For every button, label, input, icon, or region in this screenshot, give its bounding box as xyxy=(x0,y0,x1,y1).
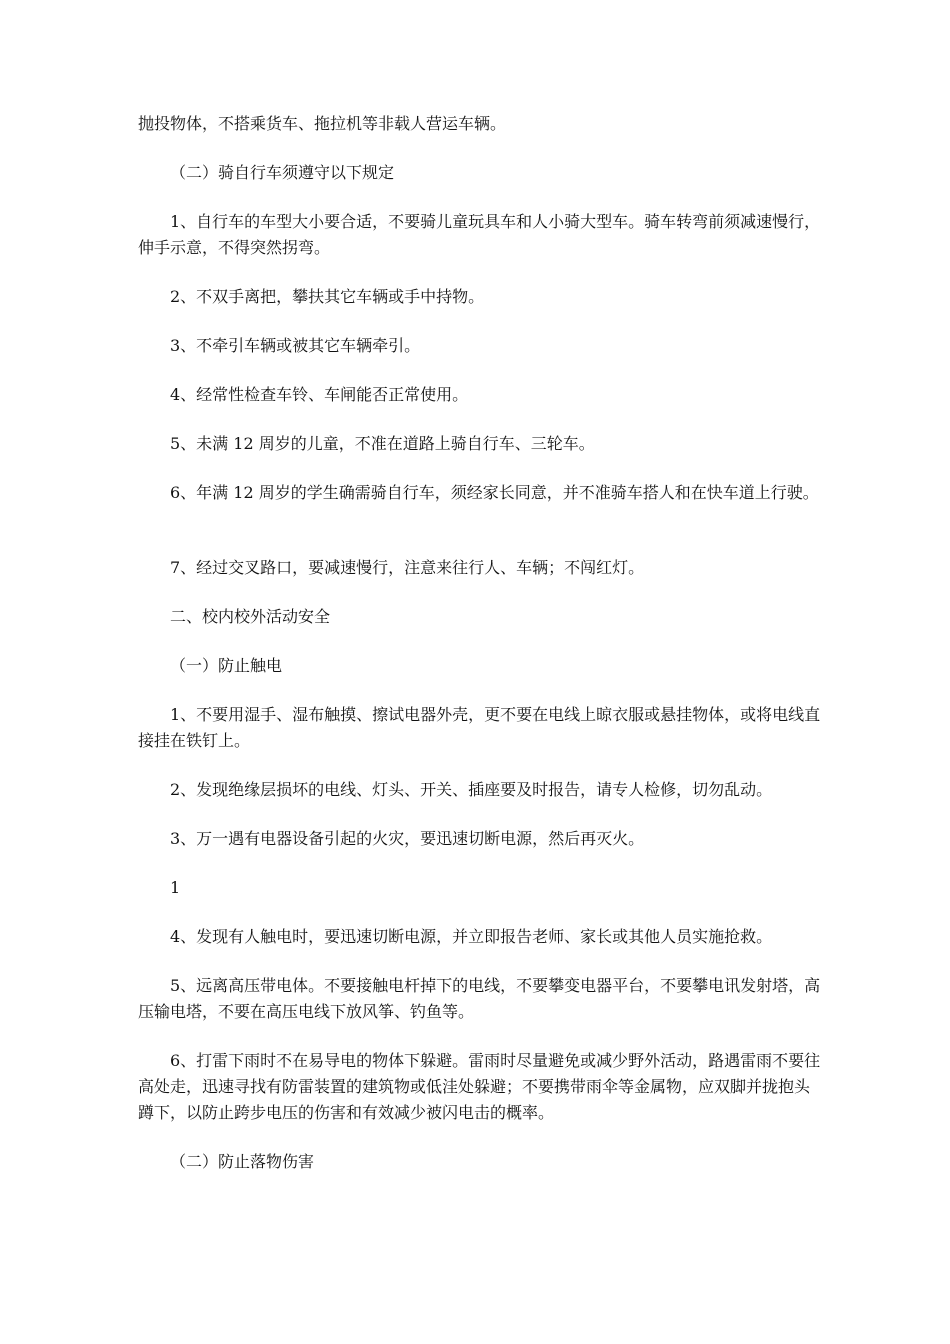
paragraph-bicycle-rule-5: 5、未满 12 周岁的儿童，不准在道路上骑自行车、三轮车。 xyxy=(170,434,595,453)
paragraph-electric-rule-4: 4、发现有人触电时，要迅速切断电源，并立即报告老师、家长或其他人员实施抢救。 xyxy=(170,927,773,946)
paragraph-electric-rule-3: 3、万一遇有电器设备引起的火灾，要迅速切断电源，然后再灭火。 xyxy=(170,829,645,848)
paragraph-electric-rule-2: 2、发现绝缘层损坏的电线、灯头、开关、插座要及时报告，请专人检修，切勿乱动。 xyxy=(170,780,773,799)
subheading-bicycle-rules: （二）骑自行车须遵守以下规定 xyxy=(170,163,395,182)
paragraph-electric-rule-5: 5、远离高压带电体。不要接触电杆掉下的电线，不要攀变电器平台，不要攀电讯发射塔，高压输电塔，不要在高压电线下放风筝、钓鱼等。 xyxy=(138,976,821,1021)
paragraph-bicycle-rule-1: 1、自行车的车型大小要合适，不要骑儿童玩具车和人小骑大型车。骑车转弯前须减速慢行，伸手示意，不得突然拐弯。 xyxy=(138,212,821,257)
paragraph-bicycle-rule-4: 4、经常性检查车铃、车闸能否正常使用。 xyxy=(170,385,469,404)
subheading-prevent-electric-shock: （一）防止触电 xyxy=(170,656,283,675)
paragraph-electric-rule-1: 1、不要用湿手、湿布触摸、擦试电器外壳，更不要在电线上晾衣服或悬挂物体，或将电线直接挂在铁钉上。 xyxy=(138,705,821,750)
paragraph-bicycle-rule-2: 2、不双手离把，攀扶其它车辆或手中持物。 xyxy=(170,287,485,306)
paragraph-bicycle-rule-3: 3、不牵引车辆或被其它车辆牵引。 xyxy=(170,336,421,355)
page-number: 1 xyxy=(170,878,181,897)
paragraph-continuation: 抛投物体，不搭乘货车、拖拉机等非载人营运车辆。 xyxy=(138,114,507,133)
section-heading-activity-safety: 二、校内校外活动安全 xyxy=(170,607,331,626)
paragraph-electric-rule-6: 6、打雷下雨时不在易导电的物体下躲避。雷雨时尽量避免或减少野外活动，路遇雷雨不要往高处走，迅速寻找有防雷装置的建筑物或低洼处躲避；不要携带雨伞等金属物，应双脚并拢抱头蹲下，以防止跨步电压的伤害和有效减少被闪电击的概率。 xyxy=(138,1051,821,1122)
paragraph-bicycle-rule-7: 7、经过交叉路口，要减速慢行，注意来往行人、车辆；不闯红灯。 xyxy=(170,558,645,577)
subheading-prevent-falling-objects: （二）防止落物伤害 xyxy=(170,1152,315,1171)
paragraph-bicycle-rule-6: 6、年满 12 周岁的学生确需骑自行车，须经家长同意，并不准骑车搭人和在快车道上行驶。 xyxy=(170,483,819,502)
